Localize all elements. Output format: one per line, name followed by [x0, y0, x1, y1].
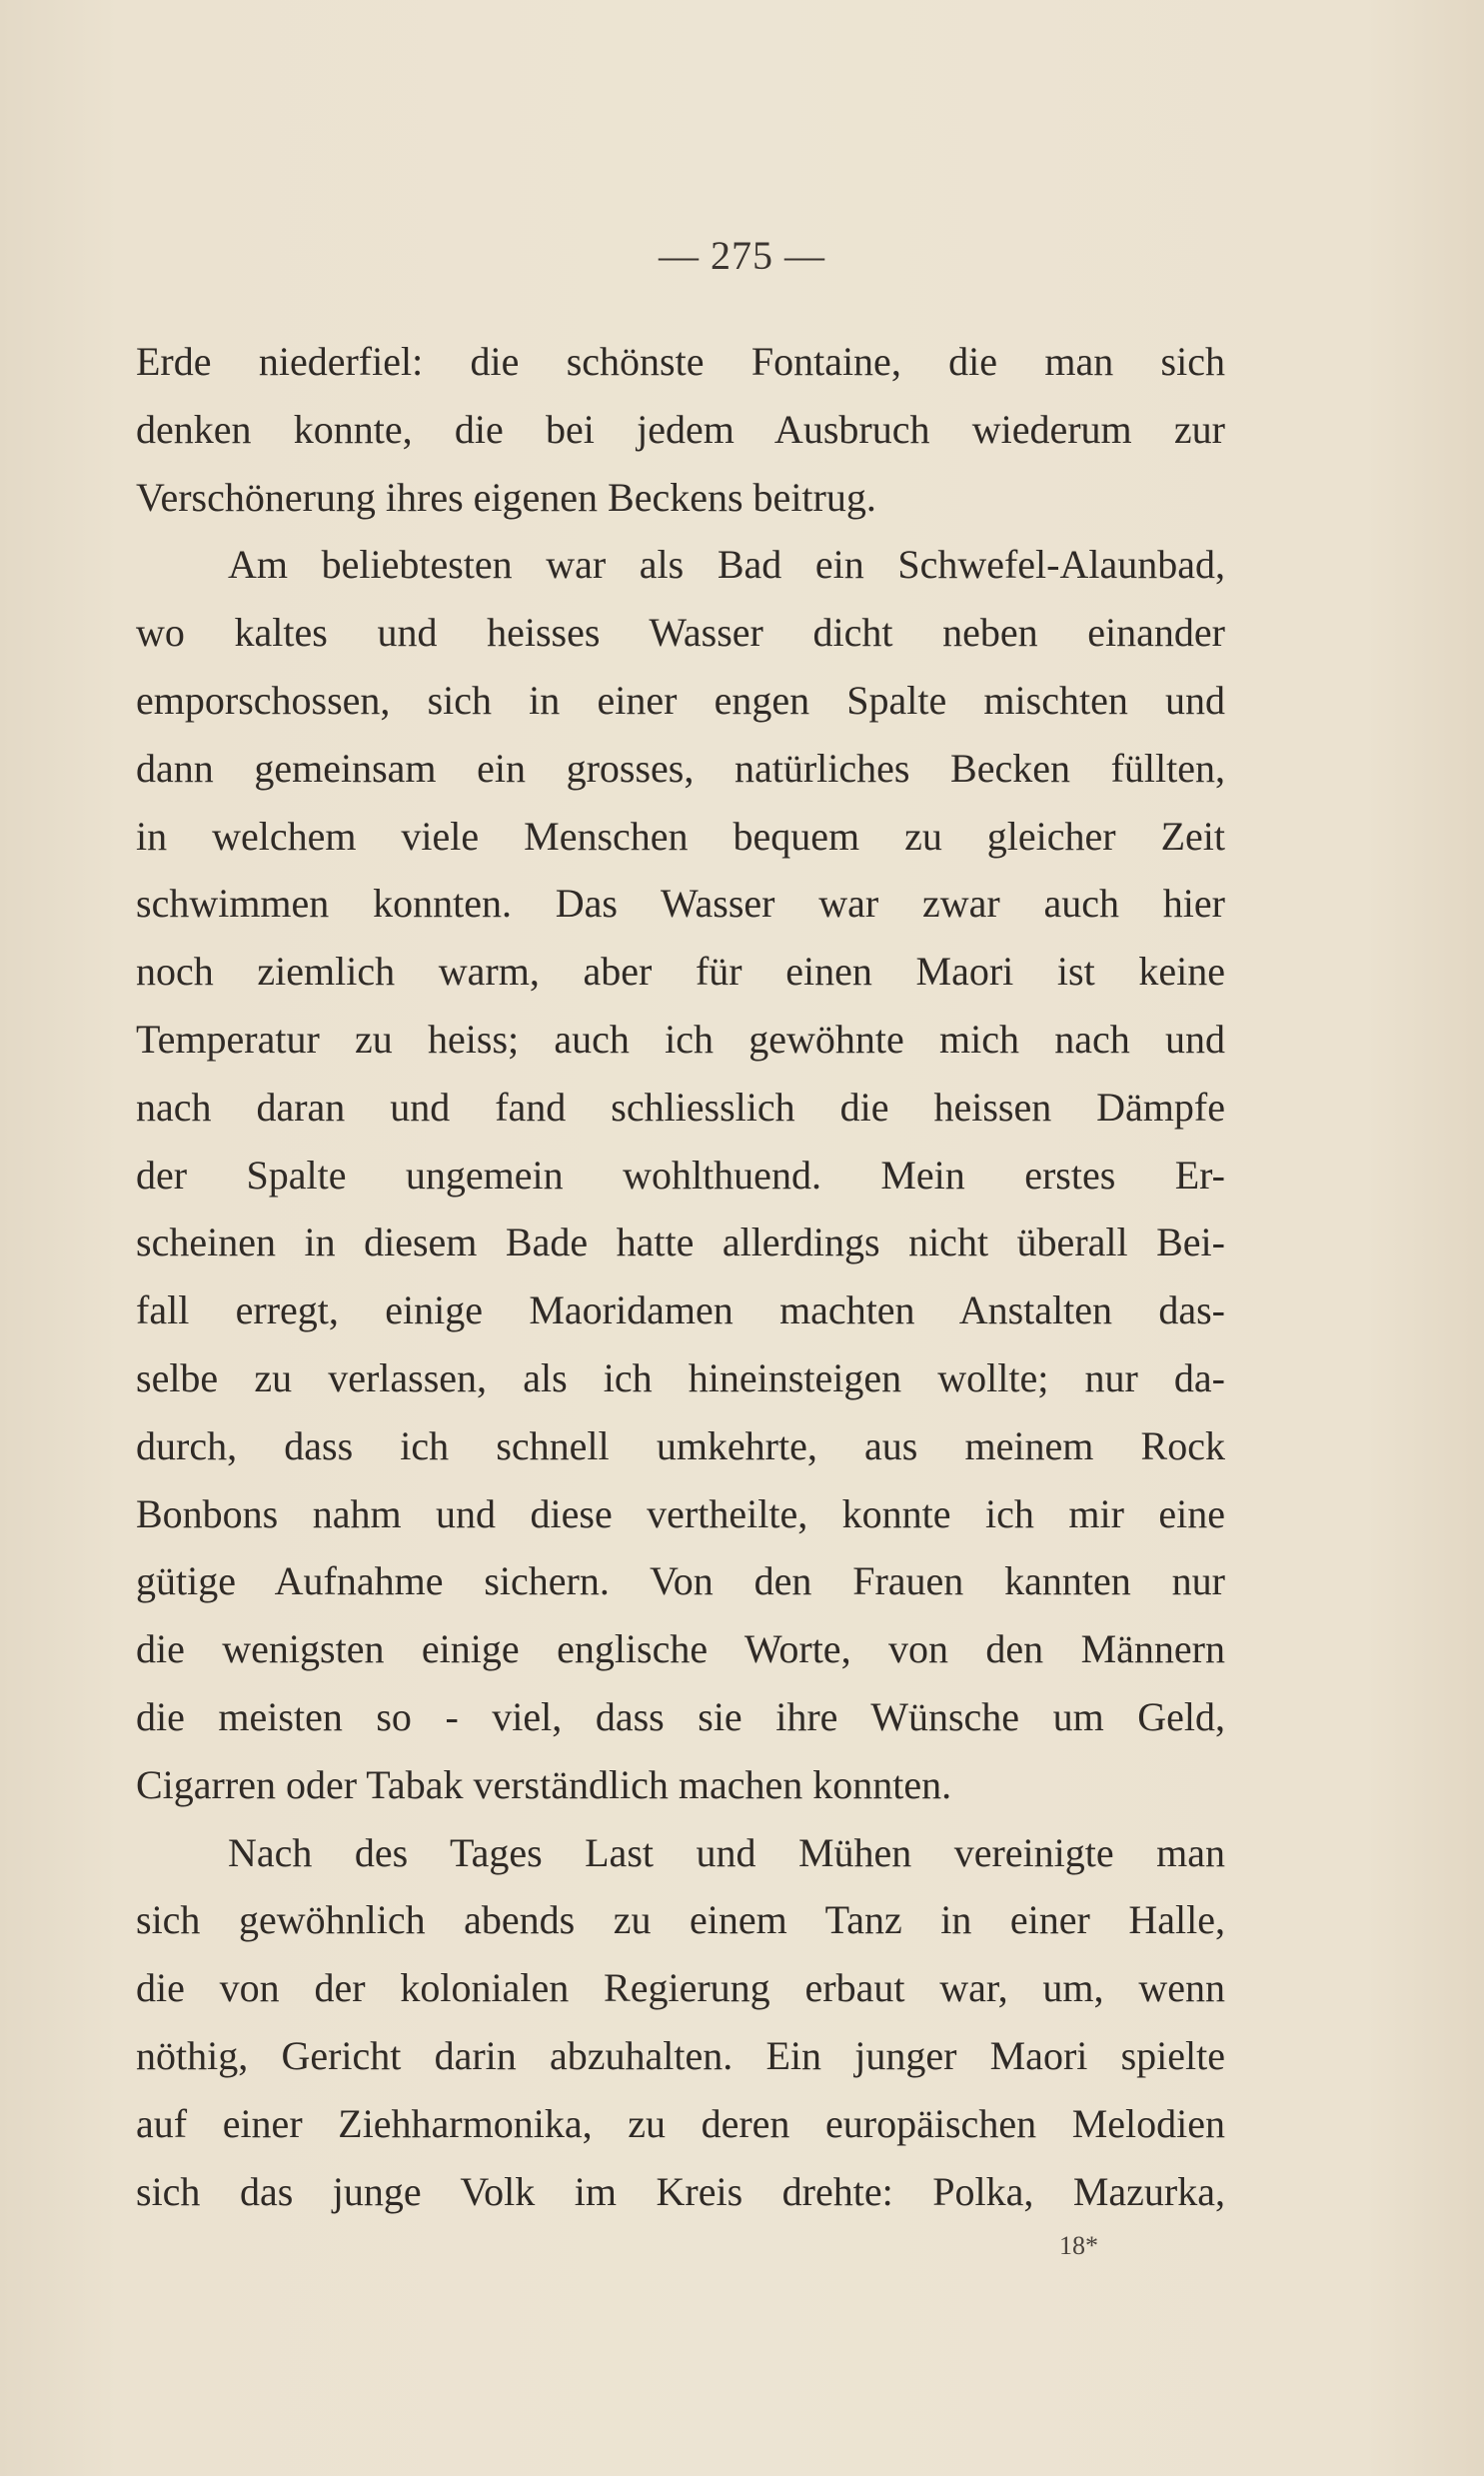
- text-line: emporschossen, sich in einer engen Spalte mischten und: [136, 677, 1225, 723]
- text-line: in welchem viele Menschen bequem zu gleicher Zeit: [136, 813, 1225, 859]
- text-line: nach daran und fand schliesslich die heissen Dämpfe: [136, 1084, 1225, 1130]
- text-line: durch, dass ich schnell umkehrte, aus meinem Rock: [136, 1422, 1225, 1468]
- text-line: Nach des Tages Last und Mühen vereinigte man: [228, 1829, 1225, 1875]
- text-line: schwimmen konnten. Das Wasser war zwar auch hier: [136, 881, 1225, 927]
- body-text: [136, 328, 1225, 2225]
- text-line: nöthig, Gericht darin abzuhalten. Ein junger Maori spielte: [136, 2032, 1225, 2078]
- text-line: gütige Aufnahme sichern. Von den Frauen kannten nur: [136, 1558, 1225, 1604]
- text-line: noch ziemlich warm, aber für einen Maori ist keine: [136, 949, 1225, 995]
- text-line: die wenigsten einige englische Worte, von den Männern: [136, 1626, 1225, 1672]
- text-line: Erde niederfiel: die schönste Fontaine, die man sich: [136, 339, 1225, 384]
- text-line: wo kaltes und heisses Wasser dicht neben einander: [136, 610, 1225, 656]
- text-line: selbe zu verlassen, als ich hineinsteigen wollte; nur da-: [136, 1354, 1225, 1400]
- text-line: die von der kolonialen Regierung erbaut war, um, wenn: [136, 1965, 1225, 2011]
- text-line: Bonbons nahm und diese vertheilte, konnte ich mir eine: [136, 1490, 1225, 1536]
- text-line: sich das junge Volk im Kreis drehte: Polka, Mazurka,: [136, 2168, 1225, 2214]
- text-line: die meisten so - viel, dass sie ihre Wünsche um Geld,: [136, 1693, 1225, 1739]
- text-line: auf einer Ziehharmonika, zu deren europäischen Melodien: [136, 2100, 1225, 2146]
- text-line: Am beliebtesten war als Bad ein Schwefel-Alaunbad,: [228, 542, 1225, 588]
- page-number: — 275 —: [659, 233, 825, 278]
- text-line: dann gemeinsam ein grosses, natürliches Becken füllten,: [136, 745, 1225, 791]
- text-line: der Spalte ungemein wohlthuend. Mein erstes Er-: [136, 1152, 1225, 1198]
- text-line: scheinen in diesem Bade hatte allerdings nicht überall Bei-: [136, 1220, 1225, 1265]
- text-line: denken konnte, die bei jedem Ausbruch wiederum zur: [136, 406, 1225, 452]
- text-line: fall erregt, einige Maoridamen machten Anstalten das-: [136, 1287, 1225, 1333]
- text-line: Temperatur zu heiss; auch ich gewöhnte mich nach und: [136, 1016, 1225, 1062]
- signature-mark: 18*: [1059, 2231, 1098, 2260]
- text-line: Cigarren oder Tabak verständlich machen konnten.: [136, 1761, 952, 1807]
- text-line: sich gewöhnlich abends zu einem Tanz in einer Halle,: [136, 1897, 1225, 1943]
- text-line: Verschönerung ihres eigenen Beckens beitrug.: [136, 474, 876, 520]
